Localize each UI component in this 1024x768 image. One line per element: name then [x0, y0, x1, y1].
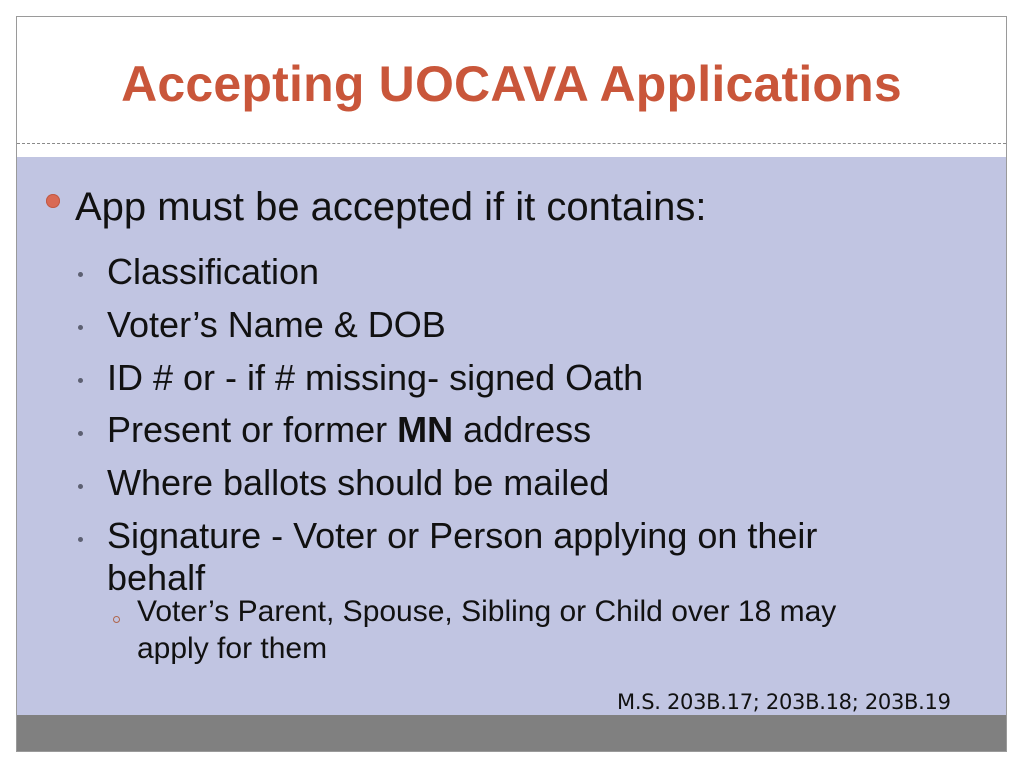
hollow-circle-bullet-icon	[113, 616, 120, 623]
main-point: App must be accepted if it contains:	[75, 185, 707, 229]
signature-line-2: behalf	[107, 557, 206, 598]
slide-title: Accepting UOCAVA Applications	[121, 56, 902, 112]
title-divider	[17, 143, 1006, 144]
statute-citation: M.S. 203B.17; 203B.18; 203B.19	[617, 690, 951, 714]
list-item-mn-address	[107, 409, 591, 451]
footer-bar	[17, 715, 1006, 752]
list-item-classification: Classification	[107, 251, 320, 292]
list-item-id-oath: ID # or - if # missing- signed Oath	[107, 357, 644, 398]
mn-address-bold: MN	[397, 409, 454, 450]
title-area	[17, 17, 1006, 143]
list-item-name-dob: Voter’s Name & DOB	[107, 304, 446, 345]
signature-line-1: Signature - Voter or Person applying on their	[107, 515, 818, 556]
small-dot-bullet-icon	[78, 378, 83, 383]
list-item-signature	[107, 515, 817, 599]
list-item-ballot-mailing: Where ballots should be mailed	[107, 462, 610, 503]
small-dot-bullet-icon	[78, 484, 83, 489]
filled-circle-bullet-icon	[46, 194, 60, 208]
sub-item-line-2: apply for them	[137, 632, 328, 665]
sub-item-line-1: Voter’s Parent, Spouse, Sibling or Child over 18 may	[137, 595, 837, 628]
small-dot-bullet-icon	[78, 325, 83, 330]
sub-item-family-apply	[137, 593, 836, 667]
mn-address-suffix: address	[453, 409, 592, 450]
small-dot-bullet-icon	[78, 431, 83, 436]
small-dot-bullet-icon	[78, 537, 83, 542]
slide	[16, 16, 1007, 752]
mn-address-prefix: Present or former	[107, 409, 398, 450]
small-dot-bullet-icon	[78, 272, 83, 277]
